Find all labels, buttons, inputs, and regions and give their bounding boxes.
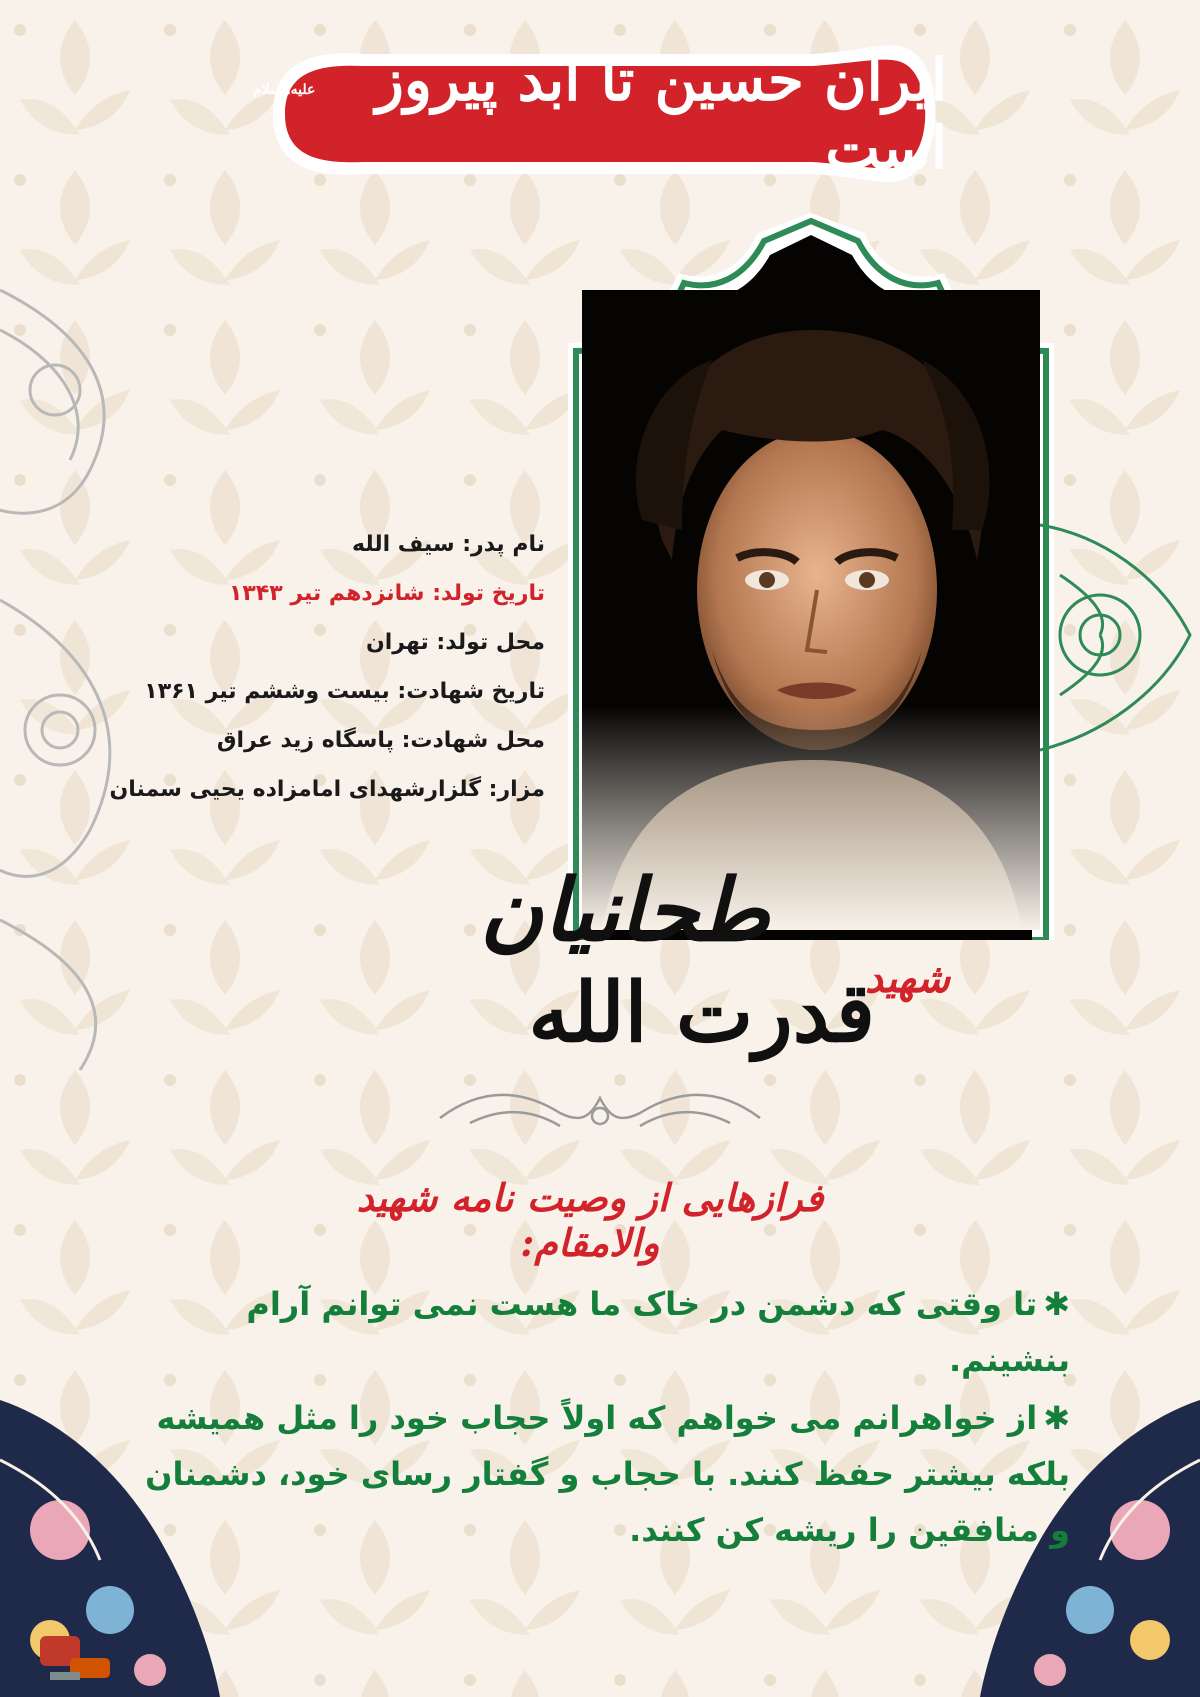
martyr-first-name: قدرت الله xyxy=(528,965,875,1061)
martyr-name xyxy=(480,860,950,1090)
star-bullet-icon: ✱ xyxy=(1043,1399,1070,1437)
will-paragraph-1-text: تا وقتی که دشمن در خاک ما هست نمی توانم آرام بنشینم. xyxy=(246,1285,1070,1379)
slogan-main: ایران حسین تا ابد پیروز است xyxy=(375,46,947,182)
burial-place: مزار: گلزارشهدای امامزاده یحیی سمنان xyxy=(109,777,545,802)
birth-date: تاریخ تولد: شانزدهم تیر ۱۳۴۳ xyxy=(228,581,545,606)
slogan-honorific: علیه‌السلام xyxy=(253,82,316,98)
will-paragraph-2 xyxy=(130,1390,1070,1558)
slogan-text xyxy=(253,32,947,196)
martyr-portrait xyxy=(582,290,1040,930)
martyr-last-name: طحانیان xyxy=(480,860,770,961)
will-paragraph-2-text: از خواهرانم می خواهم که اولاً حجاب خود را مثل همیشه بلکه بیشتر حفظ کنند. با حجاب و گفتار رسای خود، دشمنان و منافقین را ریشه کن کنند. xyxy=(145,1399,1070,1549)
portrait-illustration xyxy=(582,290,1040,930)
will-heading: فرازهایی از وصیت نامه شهید والامقام: xyxy=(356,1175,824,1265)
martyrdom-date: تاریخ شهادت: بیست وششم تیر ۱۳۶۱ xyxy=(144,679,545,704)
will-paragraph-1 xyxy=(130,1276,1070,1388)
martyrdom-place: محل شهادت: پاسگاه زید عراق xyxy=(216,728,545,753)
source-logo xyxy=(20,1628,130,1688)
martyr-prefix: شهید xyxy=(864,955,950,1002)
star-bullet-icon: ✱ xyxy=(1043,1285,1070,1323)
will-excerpt xyxy=(130,1276,1070,1560)
birth-place: محل تولد: تهران xyxy=(365,630,545,655)
father-name: نام پدر: سیف الله xyxy=(352,532,545,557)
martyr-info xyxy=(25,520,545,814)
right-ornament xyxy=(1040,505,1200,770)
